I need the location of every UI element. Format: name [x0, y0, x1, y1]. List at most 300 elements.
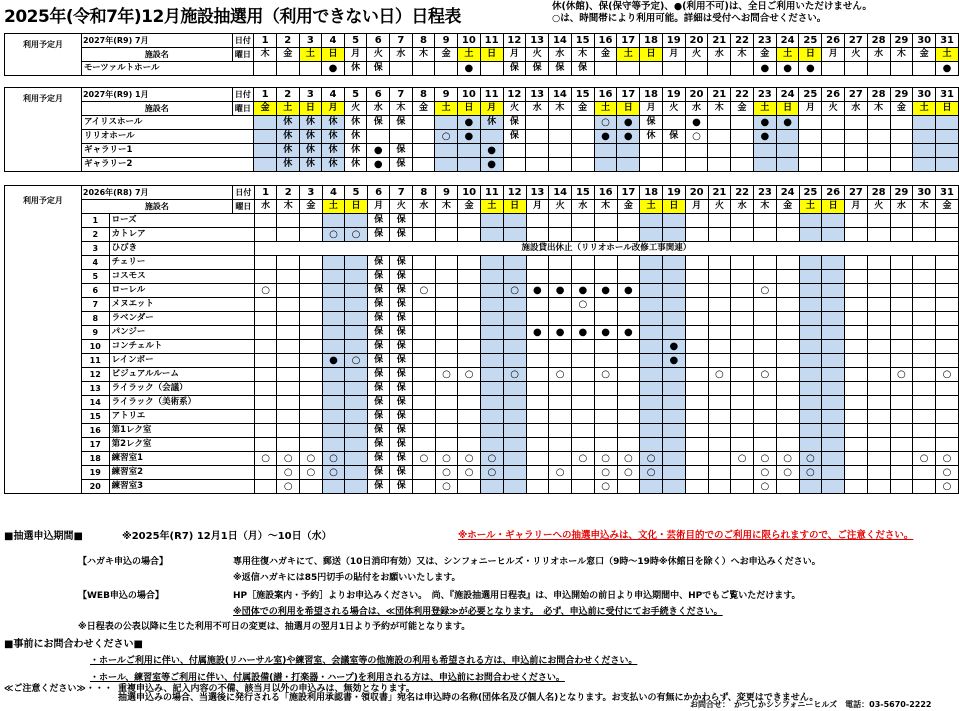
day-cell: 休 [640, 130, 663, 144]
weekday: 土 [299, 48, 322, 62]
day-cell [936, 410, 959, 424]
day-cell [300, 270, 323, 284]
day-cell [503, 452, 526, 466]
day-cell [572, 424, 595, 438]
day-cell: 休 [276, 158, 299, 172]
day-cell: ● [594, 284, 617, 298]
day-cell [481, 480, 504, 494]
day-cell: ● [753, 62, 776, 76]
facility-number: 1 [81, 214, 109, 228]
facility-name: パンジー [109, 326, 254, 340]
day-cell [254, 382, 277, 396]
day-cell [526, 424, 549, 438]
facility-name: チェリー [109, 256, 254, 270]
facility-number: 19 [81, 466, 109, 480]
day-cell [890, 270, 913, 284]
weekday: 土 [617, 48, 640, 62]
day-cell [413, 480, 436, 494]
day-cell: ○ [549, 466, 572, 480]
facility-number: 2 [81, 228, 109, 242]
facility-row [5, 452, 959, 466]
day-cell [594, 228, 617, 242]
day-cell [458, 424, 481, 438]
day-cell: 保 [367, 312, 390, 326]
day-cell: 保 [367, 340, 390, 354]
schedule-table-1 [4, 33, 959, 76]
day-cell [936, 144, 959, 158]
day-cell [731, 270, 754, 284]
day-cell [458, 382, 481, 396]
day-cell: ○ [345, 354, 368, 368]
day-cell [890, 228, 913, 242]
day-cell [663, 438, 686, 452]
day-number: 4 [322, 88, 345, 102]
day-cell: ○ [435, 368, 458, 382]
day-cell: ● [594, 326, 617, 340]
day-number: 2 [276, 34, 299, 48]
day-cell [435, 284, 458, 298]
day-cell [435, 158, 458, 172]
day-cell [708, 62, 731, 76]
day-cell [640, 424, 663, 438]
day-cell: ○ [936, 452, 959, 466]
day-number: 4 [322, 186, 345, 200]
day-cell: ○ [572, 452, 595, 466]
day-cell [754, 312, 777, 326]
day-cell [913, 256, 936, 270]
day-cell [572, 382, 595, 396]
day-cell [776, 424, 799, 438]
day-cell [844, 116, 867, 130]
day-cell [457, 158, 480, 172]
weekday: 火 [822, 102, 845, 116]
facility-name: レインボー [109, 354, 254, 368]
day-cell [526, 452, 549, 466]
facility-row [5, 410, 959, 424]
day-cell: ● [617, 284, 640, 298]
weekday: 火 [503, 102, 526, 116]
day-cell [754, 354, 777, 368]
weekday: 木 [913, 200, 936, 214]
day-cell [503, 270, 526, 284]
day-cell [277, 396, 300, 410]
day-cell [549, 452, 572, 466]
day-cell [412, 144, 435, 158]
weekday: 火 [344, 102, 367, 116]
day-cell [277, 326, 300, 340]
day-cell [549, 354, 572, 368]
weekday: 金 [276, 48, 299, 62]
day-cell: 休 [344, 116, 367, 130]
day-cell [845, 256, 868, 270]
day-cell: ○ [549, 368, 572, 382]
day-cell: ○ [458, 452, 481, 466]
facility-row [5, 368, 959, 382]
day-cell [936, 382, 959, 396]
day-cell [277, 382, 300, 396]
day-number: 9 [435, 88, 458, 102]
day-cell [571, 158, 594, 172]
day-number: 28 [867, 88, 890, 102]
day-cell: 休 [322, 144, 345, 158]
weekday: 土 [594, 102, 617, 116]
day-cell [936, 354, 959, 368]
day-cell [322, 326, 345, 340]
day-cell: ○ [913, 452, 936, 466]
weekday: 日 [640, 48, 663, 62]
weekday: 日 [299, 102, 322, 116]
day-cell [617, 62, 640, 76]
day-cell [640, 382, 663, 396]
day-cell [503, 340, 526, 354]
day-cell [640, 410, 663, 424]
day-number: 12 [503, 88, 526, 102]
day-cell [254, 466, 277, 480]
day-cell [867, 298, 890, 312]
day-cell [526, 410, 549, 424]
day-cell [481, 228, 504, 242]
day-cell [526, 354, 549, 368]
day-cell: 保 [503, 116, 526, 130]
day-cell [300, 438, 323, 452]
day-cell [685, 228, 708, 242]
weekday: 火 [367, 48, 390, 62]
day-cell [662, 62, 685, 76]
day-number: 20 [685, 88, 708, 102]
day-cell [254, 312, 277, 326]
day-cell [277, 354, 300, 368]
weekday: 土 [322, 200, 345, 214]
day-cell [731, 354, 754, 368]
day-cell: 休 [276, 144, 299, 158]
day-number: 12 [503, 186, 526, 200]
day-number: 16 [594, 186, 617, 200]
day-cell [640, 480, 663, 494]
day-number: 19 [663, 186, 686, 200]
day-number: 22 [731, 34, 754, 48]
day-cell [617, 312, 640, 326]
day-cell: ○ [731, 452, 754, 466]
day-cell [731, 62, 754, 76]
day-cell: ○ [254, 284, 277, 298]
day-cell [799, 270, 822, 284]
day-cell: 休 [344, 158, 367, 172]
day-cell [662, 144, 685, 158]
day-cell [526, 480, 549, 494]
day-cell [913, 424, 936, 438]
day-cell [913, 158, 936, 172]
caution-text-2: 抽選申込みの場合、当選後に発行される「施設利用承認書・領収書」宛名は申込時の名称(団体名及び個人名)となります。お支払いの有無にかかわらず、変更はできません。 [118, 693, 819, 703]
day-cell [936, 214, 959, 228]
day-cell [435, 438, 458, 452]
weekday: 金 [458, 200, 481, 214]
day-number: 14 [549, 186, 572, 200]
day-cell [254, 130, 277, 144]
facility-name: アトリエ [109, 410, 254, 424]
day-cell [867, 270, 890, 284]
day-number: 29 [890, 186, 913, 200]
weekday: 木 [867, 102, 890, 116]
day-cell [594, 382, 617, 396]
day-cell [481, 270, 504, 284]
day-cell [685, 298, 708, 312]
day-cell [708, 354, 731, 368]
day-cell: ○ [458, 466, 481, 480]
facility-row [5, 438, 959, 452]
weekday: 日 [663, 200, 686, 214]
day-cell: ○ [481, 466, 504, 480]
day-cell: ○ [322, 228, 345, 242]
day-cell [753, 144, 776, 158]
day-cell [640, 158, 663, 172]
day-cell: ○ [776, 466, 799, 480]
day-number: 14 [549, 34, 572, 48]
weekday: 土 [753, 102, 776, 116]
day-cell [503, 326, 526, 340]
weekday: 月 [526, 200, 549, 214]
day-number: 22 [731, 186, 754, 200]
day-cell [481, 326, 504, 340]
day-cell [640, 144, 663, 158]
day-cell: ○ [435, 130, 458, 144]
day-number: 14 [549, 88, 572, 102]
weekday: 火 [708, 200, 731, 214]
day-cell [458, 256, 481, 270]
day-cell [617, 354, 640, 368]
facility-name: ライラック（美術系） [109, 396, 254, 410]
day-number: 24 [776, 34, 799, 48]
day-number: 17 [617, 186, 640, 200]
day-cell [845, 354, 868, 368]
day-cell: 保 [390, 116, 413, 130]
day-number: 18 [640, 34, 663, 48]
day-cell [708, 438, 731, 452]
day-cell [754, 298, 777, 312]
day-cell [822, 368, 845, 382]
day-cell: 保 [367, 326, 390, 340]
day-cell [549, 438, 572, 452]
day-number: 19 [662, 88, 685, 102]
day-number: 29 [890, 88, 913, 102]
day-cell: ○ [322, 466, 345, 480]
day-cell [936, 424, 959, 438]
section-month: 2027年(R9) 7月 [81, 34, 232, 48]
day-cell [799, 116, 822, 130]
day-cell [890, 284, 913, 298]
weekday: 月 [322, 102, 345, 116]
weekday: 水 [708, 48, 731, 62]
day-cell [594, 214, 617, 228]
day-cell: ○ [754, 284, 777, 298]
facility-header: 施設名 [81, 200, 232, 214]
day-cell [776, 438, 799, 452]
weekday: 金 [571, 102, 594, 116]
day-cell [572, 228, 595, 242]
day-number: 13 [526, 88, 549, 102]
day-cell [913, 326, 936, 340]
day-number: 31 [936, 34, 959, 48]
day-cell: 保 [390, 228, 413, 242]
period-warning: ※ホール・ギャラリーへの抽選申込みは、文化・芸術目的でのご利用に限られますので、ご注意ください。 [458, 530, 914, 541]
weekday: 月 [480, 102, 503, 116]
day-cell [413, 298, 436, 312]
day-cell: 保 [390, 326, 413, 340]
weekday: 水 [254, 200, 277, 214]
day-cell [685, 480, 708, 494]
day-cell [617, 382, 640, 396]
day-cell [254, 396, 277, 410]
day-cell: 保 [390, 354, 413, 368]
day-cell [254, 144, 277, 158]
day-cell [503, 438, 526, 452]
day-cell [526, 270, 549, 284]
day-row-label: 日付 [232, 34, 254, 48]
day-cell [549, 340, 572, 354]
facility-row [5, 382, 959, 396]
facility-name: ひびき [109, 242, 254, 256]
day-cell [458, 396, 481, 410]
day-cell: ○ [708, 368, 731, 382]
facility-number: 15 [81, 410, 109, 424]
day-cell [845, 466, 868, 480]
weekday: 日 [322, 48, 345, 62]
day-cell [458, 312, 481, 326]
day-cell [776, 158, 799, 172]
day-number: 11 [480, 34, 503, 48]
day-cell [572, 466, 595, 480]
weekday: 日 [345, 200, 368, 214]
day-cell [322, 480, 345, 494]
weekday: 土 [481, 200, 504, 214]
day-cell [799, 298, 822, 312]
day-cell [776, 340, 799, 354]
day-cell [708, 480, 731, 494]
day-cell [913, 298, 936, 312]
day-cell [435, 214, 458, 228]
day-cell [913, 228, 936, 242]
weekday: 水 [367, 102, 390, 116]
inquiry-text-2: ・ホール、練習室等ご利用に伴い、付属設備(譜・打楽器・ハープ)を利用される方は、申込前にお問合わせください。 [90, 673, 565, 683]
facility-row [5, 340, 959, 354]
day-cell [277, 228, 300, 242]
day-cell [822, 396, 845, 410]
day-cell [549, 480, 572, 494]
day-number: 15 [571, 34, 594, 48]
day-cell [844, 158, 867, 172]
weekday: 金 [594, 48, 617, 62]
day-cell [754, 270, 777, 284]
day-cell [322, 270, 345, 284]
day-cell [913, 312, 936, 326]
day-cell [617, 228, 640, 242]
day-cell [481, 340, 504, 354]
day-cell: 保 [367, 452, 390, 466]
day-number: 2 [276, 88, 299, 102]
day-number: 31 [936, 88, 959, 102]
day-cell: 保 [390, 452, 413, 466]
day-cell [503, 382, 526, 396]
day-cell [663, 284, 686, 298]
day-cell: ○ [754, 368, 777, 382]
day-cell [458, 410, 481, 424]
day-cell [685, 158, 708, 172]
day-cell: ● [322, 62, 345, 76]
day-cell [571, 144, 594, 158]
day-cell: ○ [617, 466, 640, 480]
postcard-text-1: 専用往復ハガキにて、郵送（10日消印有効）又は、シンフォニーヒルズ・リリオホール窓口（9時～19時※休館日を除く）へお申込みください。 [233, 557, 821, 567]
weekday: 月 [367, 200, 390, 214]
day-cell [936, 256, 959, 270]
weekday: 月 [640, 102, 663, 116]
day-cell [640, 256, 663, 270]
day-cell [549, 130, 572, 144]
day-cell: 保 [367, 256, 390, 270]
day-cell [845, 228, 868, 242]
day-cell [503, 144, 526, 158]
caution-label: ≪ご注意ください≫・・・ [4, 684, 113, 694]
day-cell [322, 382, 345, 396]
day-cell [663, 270, 686, 284]
period-label: ■抽選申込期間■ [4, 531, 83, 542]
day-cell [526, 256, 549, 270]
day-cell: ● [753, 116, 776, 130]
day-cell [708, 382, 731, 396]
facility-name: ラベンダー [109, 312, 254, 326]
day-cell [708, 396, 731, 410]
day-number: 1 [254, 34, 277, 48]
day-cell [685, 326, 708, 340]
day-cell [913, 396, 936, 410]
day-cell [890, 452, 913, 466]
day-cell [503, 312, 526, 326]
day-cell [345, 438, 368, 452]
day-cell: 保 [503, 130, 526, 144]
day-cell: ● [480, 158, 503, 172]
day-cell [822, 284, 845, 298]
day-number: 30 [913, 88, 936, 102]
day-cell [822, 354, 845, 368]
day-cell [867, 368, 890, 382]
day-cell [776, 144, 799, 158]
day-cell [822, 424, 845, 438]
day-cell [277, 214, 300, 228]
day-cell [277, 368, 300, 382]
day-cell [913, 410, 936, 424]
weekday: 水 [549, 48, 572, 62]
day-cell [435, 382, 458, 396]
day-cell: ● [594, 130, 617, 144]
day-cell [822, 144, 845, 158]
facility-row [5, 228, 959, 242]
day-cell: 保 [640, 116, 663, 130]
day-cell [663, 480, 686, 494]
day-cell [754, 438, 777, 452]
plan-column [5, 88, 82, 172]
facility-row [5, 466, 959, 480]
day-cell [890, 480, 913, 494]
facility-number: 7 [81, 298, 109, 312]
facility-number: 11 [81, 354, 109, 368]
day-cell [822, 480, 845, 494]
day-cell [799, 410, 822, 424]
day-cell [799, 438, 822, 452]
facility-name: リリオホール [81, 130, 253, 144]
day-cell [254, 368, 277, 382]
day-cell [731, 130, 754, 144]
day-cell [663, 312, 686, 326]
weekday: 金 [731, 102, 754, 116]
weekday: 土 [913, 102, 936, 116]
